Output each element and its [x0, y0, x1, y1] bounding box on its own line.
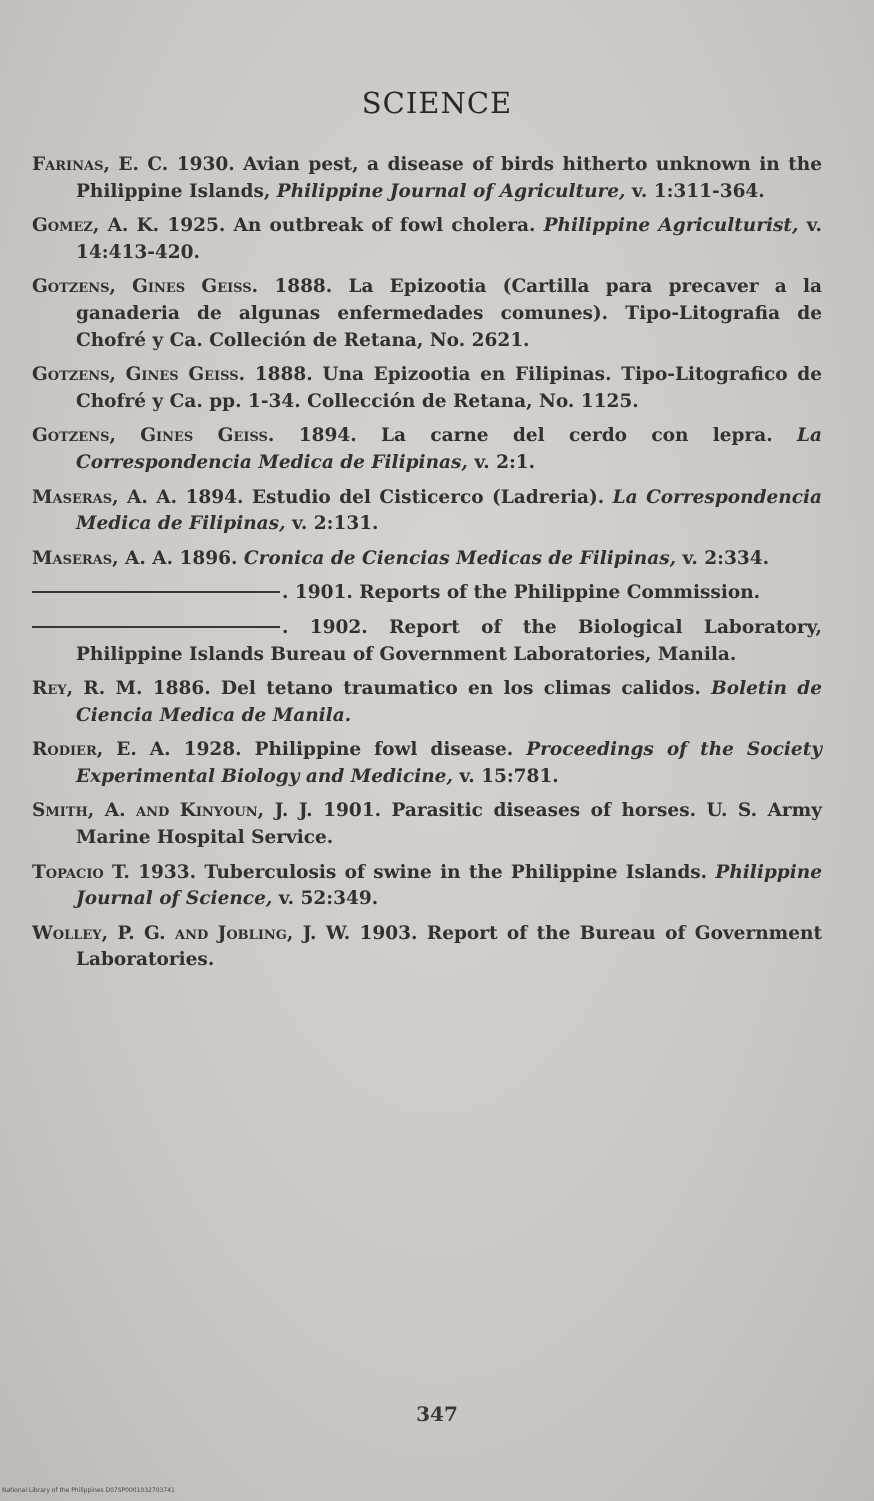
reference-text: . 1901. Reports of the Philippine Commission.	[282, 582, 761, 604]
reference-text: 1894. Estudio del Cisticerco (Ladreria).	[177, 486, 613, 508]
reference-author: Gotzens, Gines Geiss.	[32, 276, 259, 298]
reference-volume: v. 1:311-364.	[625, 180, 765, 202]
page-title: SCIENCE	[361, 86, 513, 120]
reference-text: 1928. Philippine fowl disease.	[170, 739, 527, 761]
reference-volume: v. 2:334.	[676, 547, 770, 569]
reference-author: Gomez, A. K.	[32, 215, 160, 237]
reference-entry	[32, 580, 822, 607]
reference-journal: Philippine Journal of Agriculture,	[276, 180, 626, 202]
ditto-rule	[32, 626, 280, 628]
reference-entry	[32, 860, 822, 913]
reference-text: 1896.	[173, 547, 244, 569]
reference-text: 1901. Parasitic diseases of horses. U. S. Army Marine Hospital Service.	[76, 800, 822, 849]
reference-entry	[32, 921, 822, 974]
reference-volume: v. 14:413-420.	[76, 215, 822, 263]
reference-entry	[32, 676, 822, 729]
archive-footer: National Library of the Philippines D07SP0001032703741	[2, 1487, 175, 1494]
reference-journal: Philippine Journal of Science,	[76, 861, 822, 910]
reference-volume: v. 2:1.	[467, 451, 536, 473]
reference-volume: v. 2:131.	[285, 513, 379, 535]
reference-entry	[32, 362, 822, 415]
reference-text: 1933. Tuberculosis of swine in the Philippine Islands.	[129, 861, 716, 883]
reference-journal: Boletin de Ciencia Medica de Manila.	[76, 678, 823, 726]
reference-text: . 1902. Report of the Biological Laboratory, Philippine Islands Bureau of Government Laboratories, Manila.	[76, 616, 822, 665]
reference-volume: v. 15:781.	[452, 765, 559, 787]
reference-entry	[32, 737, 822, 790]
reference-entry	[32, 152, 822, 205]
ditto-rule	[32, 591, 280, 593]
reference-author: Farinas, E. C.	[32, 154, 169, 175]
reference-text: 1886. Del tetano traumatico en los climas calidos.	[142, 678, 712, 700]
reference-author: Rodier, E. A.	[32, 739, 171, 761]
reference-author: Gotzens, Gines Geiss.	[32, 364, 246, 386]
reference-author: Maseras, A. A.	[32, 547, 174, 569]
reference-author: Maseras, A. A.	[32, 486, 178, 508]
reference-author: Wolley, P. G. and Jobling, J. W.	[32, 922, 351, 944]
reference-entry	[32, 423, 822, 476]
reference-text: 1888. La Epizootia (Cartilla para precaver a la ganaderia de algunas enfermedades comunes). Tipo-Litografia de Chofré y Ca. Colleción de Retana, No. 2621.	[76, 276, 822, 351]
reference-author: Smith, A. and Kinyoun, J. J.	[32, 800, 313, 822]
reference-list	[32, 152, 822, 982]
reference-journal: La Correspondencia Medica de Filipinas,	[76, 425, 822, 473]
reference-text: 1903. Report of the Bureau of Government Laboratories.	[76, 922, 822, 971]
page-number: 347	[416, 1402, 458, 1426]
reference-journal: La Correspondencia Medica de Filipinas,	[76, 486, 822, 535]
reference-text: 1930. Avian pest, a disease of birds hitherto unknown in the Philippine Islands,	[76, 154, 822, 202]
reference-entry	[32, 615, 822, 668]
reference-entry	[32, 213, 822, 266]
reference-journal: Cronica de Ciencias Medicas de Filipinas,	[243, 547, 677, 569]
reference-author: Rey, R. M.	[32, 678, 143, 700]
reference-entry	[32, 485, 822, 538]
reference-entry	[32, 546, 822, 573]
reference-journal: Philippine Agriculturist,	[543, 215, 799, 237]
reference-text: 1888. Una Epizootia en Filipinas. Tipo-Litografico de Chofré y Ca. pp. 1-34. Collección de Retana, No. 1125.	[76, 364, 823, 412]
reference-entry	[32, 274, 822, 354]
reference-volume: v. 52:349.	[272, 888, 379, 910]
reference-author: Topacio T.	[32, 861, 130, 883]
reference-entry	[32, 798, 822, 851]
reference-journal: Proceedings of the Society Experimental Biology and Medicine,	[76, 739, 822, 787]
reference-author: Gotzens, Gines Geiss.	[32, 425, 275, 447]
reference-text: 1894. La carne del cerdo con lepra.	[274, 425, 797, 447]
reference-text: 1925. An outbreak of fowl cholera.	[159, 215, 544, 237]
